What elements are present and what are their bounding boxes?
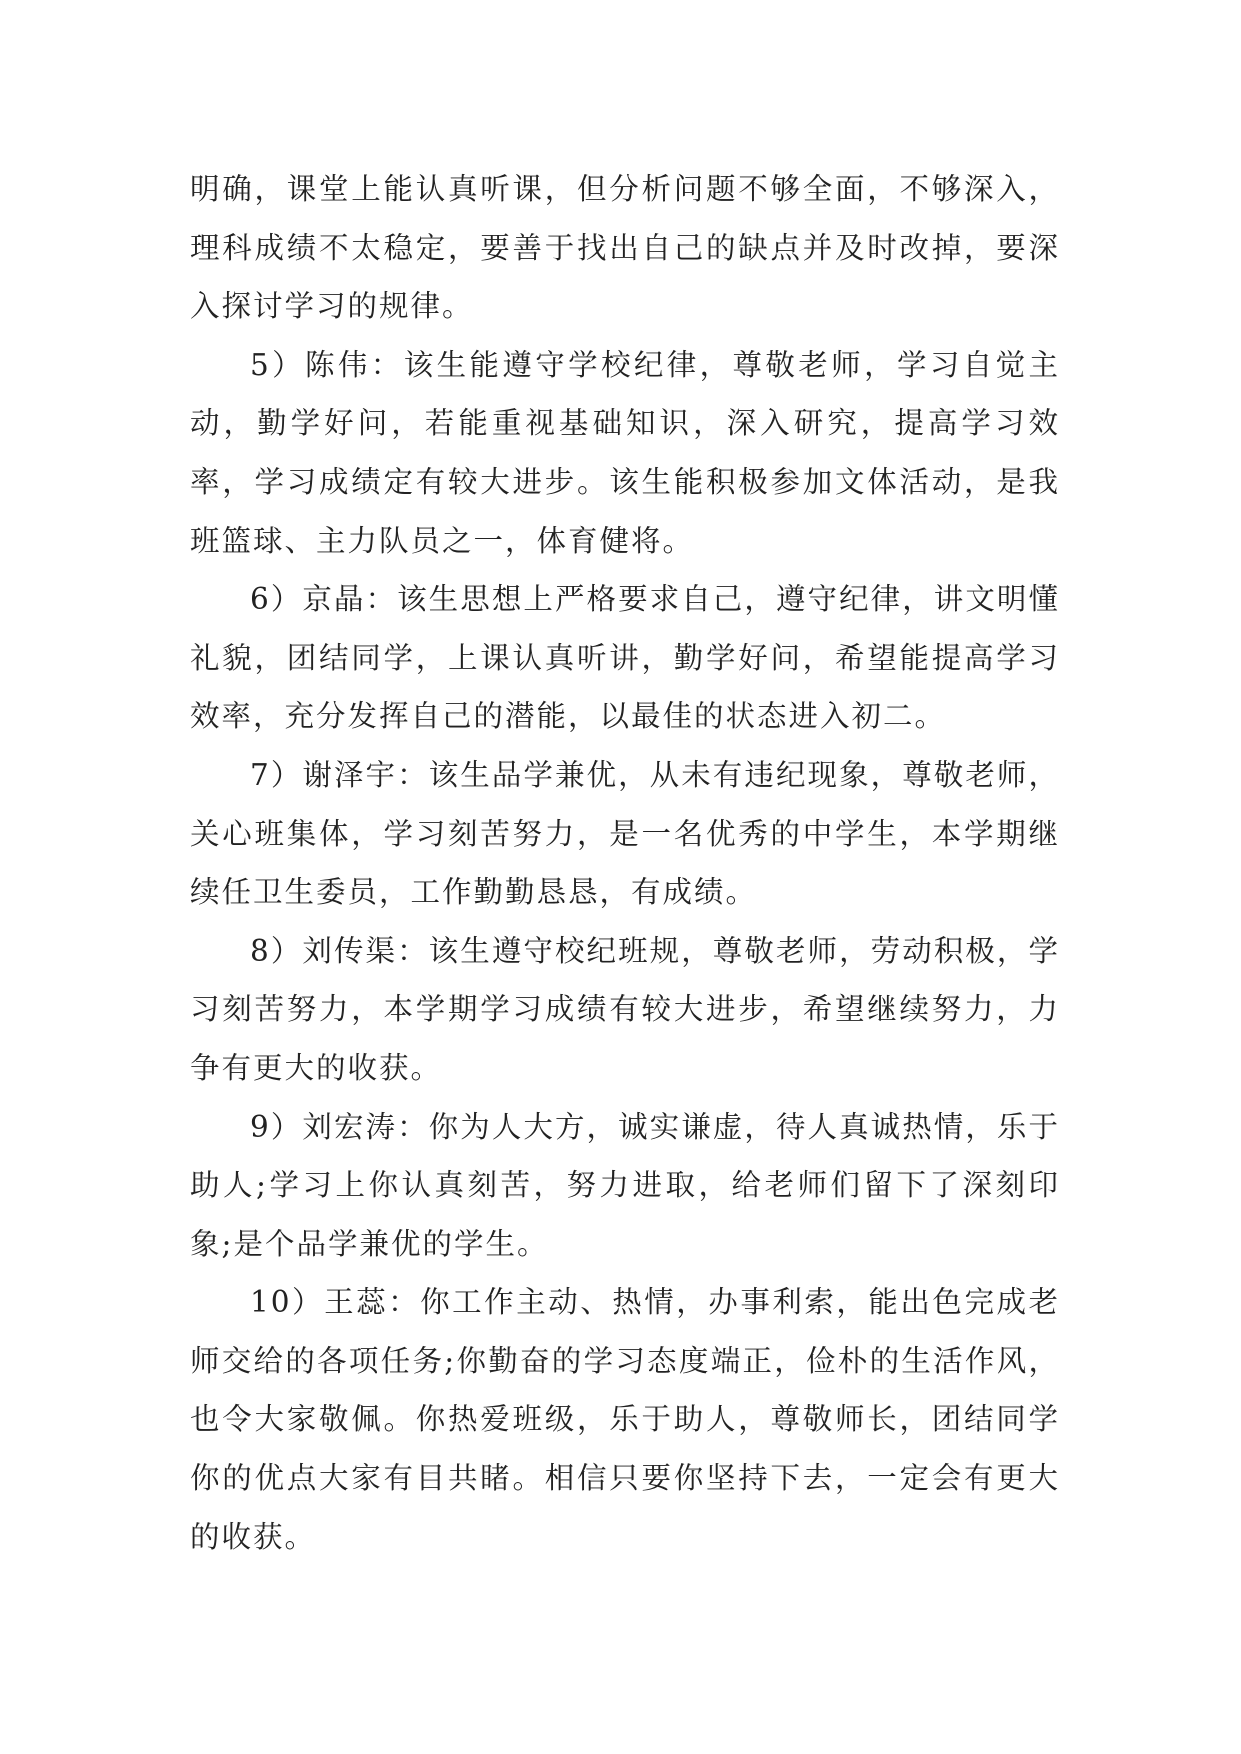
paragraph-student-5: 5）陈伟：该生能遵守学校纪律，尊敬老师，学习自觉主动，勤学好问，若能重视基础知识，深入研究，提高学习效率，学习成绩定有较大进步。该生能积极参加文体活动，是我班篮球、主力队员之一，体育健将。 <box>190 347 1060 558</box>
paragraph-student-10: 10）王蕊：你工作主动、热情，办事利索，能出色完成老师交给的各项任务;你勤奋的学习态度端正，俭朴的生活作风，也令大家敬佩。你热爱班级，乐于助人，尊敬师长，团结同学你的优点大家有目共睹。相信只要你坚持下去，一定会有更大的收获。 <box>190 1285 1060 1554</box>
paragraph-student-7: 7）谢泽宇：该生品学兼优，从未有违纪现象，尊敬老师，关心班集体，学习刻苦努力，是一名优秀的中学生，本学期继续任卫生委员，工作勤勤恳恳，有成绩。 <box>190 757 1060 910</box>
paragraph-student-9: 9）刘宏涛：你为人大方，诚实谦虚，待人真诚热情，乐于助人;学习上你认真刻苦，努力进取，给老师们留下了深刻印象;是个品学兼优的学生。 <box>190 1109 1060 1261</box>
paragraph-continuation: 明确，课堂上能认真听课，但分析问题不够全面，不够深入，理科成绩不太稳定，要善于找出自己的缺点并及时改掉，要深入探讨学习的规律。 <box>190 172 1060 324</box>
paragraph-student-8: 8）刘传渠：该生遵守校纪班规，尊敬老师，劳动积极，学习刻苦努力，本学期学习成绩有较大进步，希望继续努力，力争有更大的收获。 <box>190 933 1060 1085</box>
document-body <box>190 160 1060 1566</box>
paragraph-student-6: 6）京晶：该生思想上严格要求自己，遵守纪律，讲文明懂礼貌，团结同学，上课认真听讲，勤学好问，希望能提高学习效率，充分发挥自己的潜能，以最佳的状态进入初二。 <box>190 582 1060 734</box>
